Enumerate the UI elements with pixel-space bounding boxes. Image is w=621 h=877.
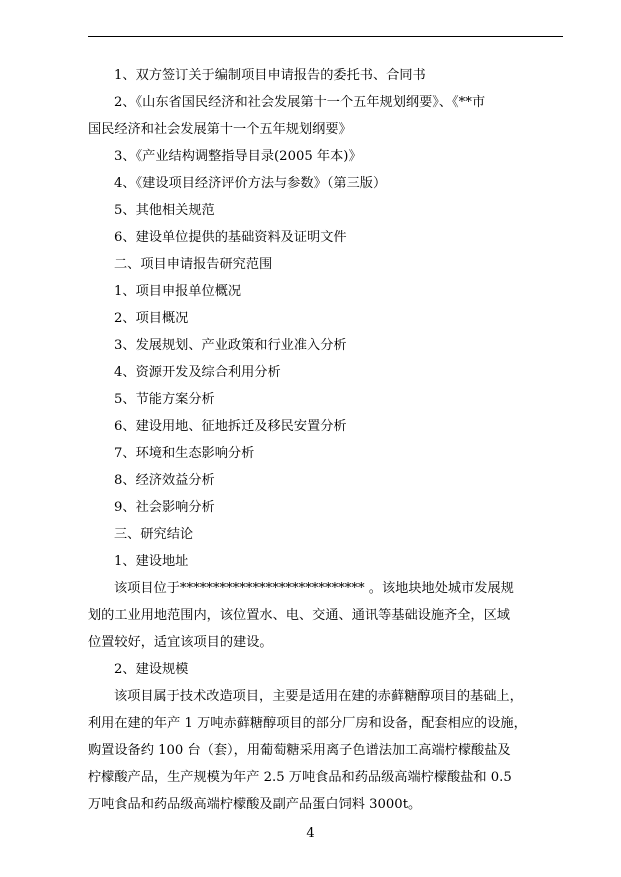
text-line: 5、节能方案分析 <box>114 392 215 407</box>
text-line: 8、经济效益分析 <box>114 473 215 488</box>
text-line: 4、《建设项目经济评价方法与参数》（第三版） <box>114 176 387 191</box>
paragraph-line: 该项目位于**************************** 。该地块地处城市发展规 <box>114 581 514 596</box>
paragraph-line: 柠檬酸产品，生产规模为年产 2.5 万吨食品和药品级高端柠檬酸盐和 0.5 <box>88 770 512 785</box>
page-number: 4 <box>306 826 315 841</box>
paragraph-line: 划的工业用地范围内，该位置水、电、交通、通讯等基础设施齐全，区域 <box>88 608 510 623</box>
section-heading: 二、项目申请报告研究范围 <box>114 257 273 272</box>
paragraph-line: 万吨食品和药品级高端柠檬酸及副产品蛋白饲料 3000t。 <box>88 797 422 812</box>
text-line: 5、其他相关规范 <box>114 203 215 218</box>
text-line: 国民经济和社会发展第十一个五年规划纲要》 <box>88 122 352 137</box>
paragraph-line: 购置设备约 100 台（套），用葡萄糖采用离子色谱法加工高端柠檬酸盐及 <box>88 743 511 758</box>
text-line: 1、项目申报单位概况 <box>114 284 242 299</box>
text-line: 6、建设用地、征地拆迁及移民安置分析 <box>114 419 347 434</box>
subsection-heading: 1、建设地址 <box>114 554 189 569</box>
header-rule <box>88 36 563 37</box>
text-line: 1、双方签订关于编制项目申请报告的委托书、合同书 <box>114 68 426 83</box>
text-line: 2、项目概况 <box>114 311 189 326</box>
text-line: 4、资源开发及综合利用分析 <box>114 365 281 380</box>
section-heading: 三、研究结论 <box>114 527 194 542</box>
text-line: 6、建设单位提供的基础资料及证明文件 <box>114 230 347 245</box>
text-line: 9、社会影响分析 <box>114 500 215 515</box>
text-line: 7、环境和生态影响分析 <box>114 446 255 461</box>
paragraph-line: 该项目属于技术改造项目，主要是适用在建的赤藓糖醇项目的基础上， <box>114 689 523 704</box>
subsection-heading: 2、建设规模 <box>114 662 189 677</box>
text-line: 3、《产业结构调整指导目录(2005 年本)》 <box>114 149 362 164</box>
document-body <box>88 62 566 818</box>
text-line: 2、《山东省国民经济和社会发展第十一个五年规划纲要》、《**市 <box>114 95 486 110</box>
paragraph-line: 利用在建的年产 1 万吨赤藓糖醇项目的部分厂房和设备，配套相应的设施， <box>88 716 527 731</box>
text-line: 3、发展规划、产业政策和行业准入分析 <box>114 338 347 353</box>
paragraph-line: 位置较好，适宜该项目的建设。 <box>88 635 273 650</box>
